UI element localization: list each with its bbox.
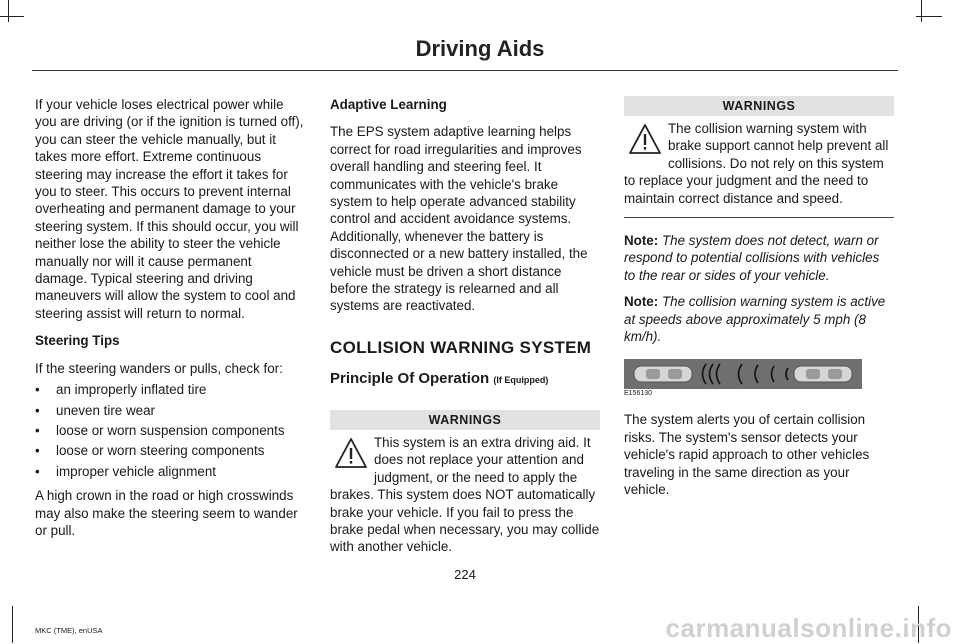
- section-heading: COLLISION WARNING SYSTEM: [330, 337, 592, 357]
- note-active-speed: Note: The collision warning system is active at speeds above approximately 5 mph (8 km/h).: [624, 294, 886, 345]
- warning-triangle-icon: [334, 436, 368, 470]
- crop-mark: [921, 0, 922, 22]
- warnings-header: WARNINGS: [330, 410, 600, 430]
- column-right: [624, 96, 894, 499]
- paragraph-alerts: The system alerts you of certain collision risks. The system's sensor detects your vehicle's rapid approach to other vehicles traveling in the same direction as your vehicle.: [624, 412, 870, 498]
- steering-tips-heading: Steering Tips: [35, 333, 120, 349]
- bullet-icon: •: [35, 382, 40, 398]
- steering-tips-intro: If the steering wanders or pulls, check for:: [35, 360, 283, 376]
- list-item: • an improperly inflated tire: [35, 382, 207, 398]
- note-speed-detect: Note: The system does not detect, warn or respond to potential collisions with vehicles to the rear or sides of your vehicle.: [624, 233, 880, 283]
- list-item: • improper vehicle alignment: [35, 463, 217, 479]
- warnings-header: WARNINGS: [624, 96, 894, 116]
- bullet-icon: •: [35, 422, 40, 438]
- header-divider: [32, 70, 898, 71]
- watermark: carmanualsonline.info: [665, 613, 952, 643]
- crop-mark: [8, 0, 9, 22]
- figure-code: E156130: [624, 390, 653, 398]
- warning-block: [330, 434, 600, 556]
- steering-tips-list: [35, 381, 307, 480]
- list-item: • uneven tire wear: [35, 402, 155, 418]
- column-left: [35, 96, 307, 539]
- bullet-icon: •: [35, 463, 40, 479]
- if-equipped-label: (If Equipped): [493, 374, 549, 385]
- footer-model: MKC (TME), enUSA: [35, 626, 103, 635]
- bullet-icon: •: [35, 402, 40, 418]
- bullet-icon: •: [35, 443, 40, 459]
- warning-block: [624, 120, 894, 207]
- paragraph-crown: A high crown in the road or high crosswinds may also make the steering seem to wander or pull.: [35, 488, 298, 538]
- list-item: • loose or worn steering components: [35, 443, 265, 459]
- crop-mark: [0, 16, 24, 17]
- warning-text: The collision warning system with brake support cannot help prevent all collisions. Do not rely on this system to replace your judgment and the need to maintain correct distance and speed.: [624, 121, 889, 206]
- warning-triangle-icon: [628, 122, 662, 156]
- car-radar-icon: [624, 359, 862, 389]
- crop-mark: [916, 16, 942, 17]
- page-number: 224: [454, 567, 476, 582]
- adaptive-learning-heading: Adaptive Learning: [330, 97, 447, 112]
- page-title: Driving Aids: [415, 36, 545, 61]
- collision-warning-illustration: [624, 359, 862, 389]
- subsection-heading: Principle Of Operation (If Equipped): [330, 369, 549, 387]
- paragraph-power-loss: If your vehicle loses electrical power while you are driving (or if the ignition is turned off), you can steer the vehicle manually, but it takes more effort. Extreme continuous steering may increase the effort it takes for you to steer. This occurs to prevent internal overheating and permanent damage to your steering system. If this should occur, you will neither lose the ability to steer the vehicle manually nor will it cause permanent damage. Typical steering and driving maneuvers will allow the system to cool and steering assist will return to normal.: [35, 97, 304, 321]
- warning-text: This system is an extra driving aid. It does not replace your attention and judgment, or the need to apply the brakes. This system does NOT automatically brake your vehicle. If you fail to press the brake pedal when necessary, you may collide with another vehicle.: [330, 434, 600, 555]
- adaptive-learning-text: The EPS system adaptive learning helps correct for road irregularities and improves overall handling and steering feel. It communicates with the vehicle's brake system to help operate advanced stability control and accident avoidance systems. Additionally, whenever the battery is disconnected or a new battery installed, the vehicle must be driven a short distance before the strategy is relearned and all systems are reactivated.: [330, 124, 588, 314]
- list-item: • loose or worn suspension components: [35, 422, 285, 438]
- column-middle: [330, 96, 600, 556]
- crop-mark: [12, 606, 13, 643]
